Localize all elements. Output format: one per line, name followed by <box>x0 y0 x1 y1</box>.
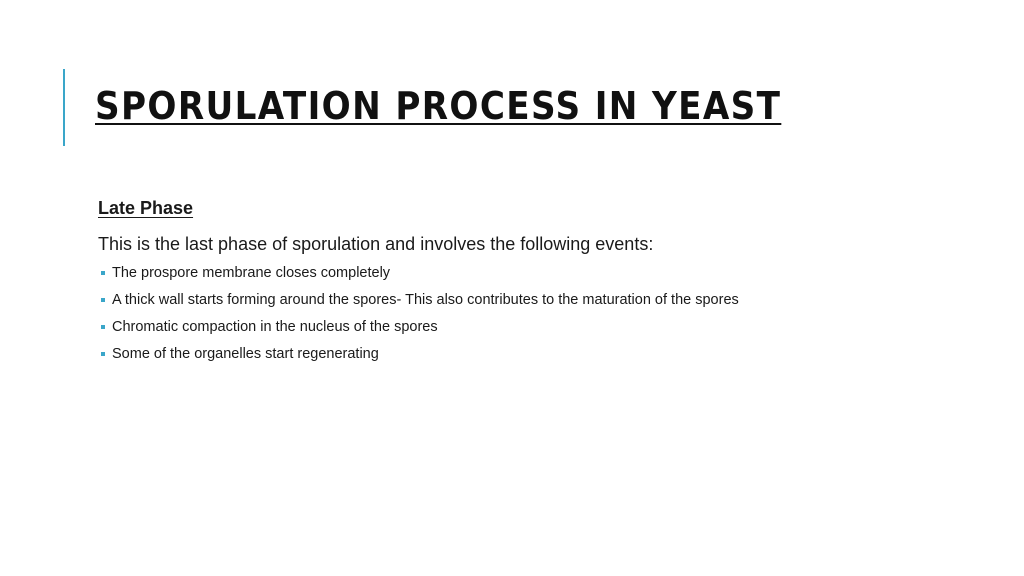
bullet-text: A thick wall starts forming around the spores- This also contributes to the maturation of the spores <box>112 292 739 308</box>
slide-content <box>98 196 978 368</box>
bullet-text: Some of the organelles start regenerating <box>112 346 379 362</box>
square-bullet-icon <box>101 325 105 329</box>
bullet-list <box>98 260 978 368</box>
section-subheading: Late Phase <box>98 198 194 218</box>
square-bullet-icon <box>101 298 105 302</box>
bullet-item <box>98 287 978 314</box>
square-bullet-icon <box>101 352 105 356</box>
bullet-text: Chromatic compaction in the nucleus of the spores <box>112 319 438 335</box>
bullet-text: The prospore membrane closes completely <box>112 265 391 281</box>
slide-title: SPORULATION PROCESS IN YEAST <box>95 84 782 128</box>
bullet-item <box>98 314 978 341</box>
title-accent-bar <box>63 69 65 146</box>
square-bullet-icon <box>101 271 105 275</box>
bullet-item <box>98 341 978 368</box>
bullet-item <box>98 260 978 287</box>
intro-text: This is the last phase of sporulation and involves the following events: <box>98 234 654 254</box>
